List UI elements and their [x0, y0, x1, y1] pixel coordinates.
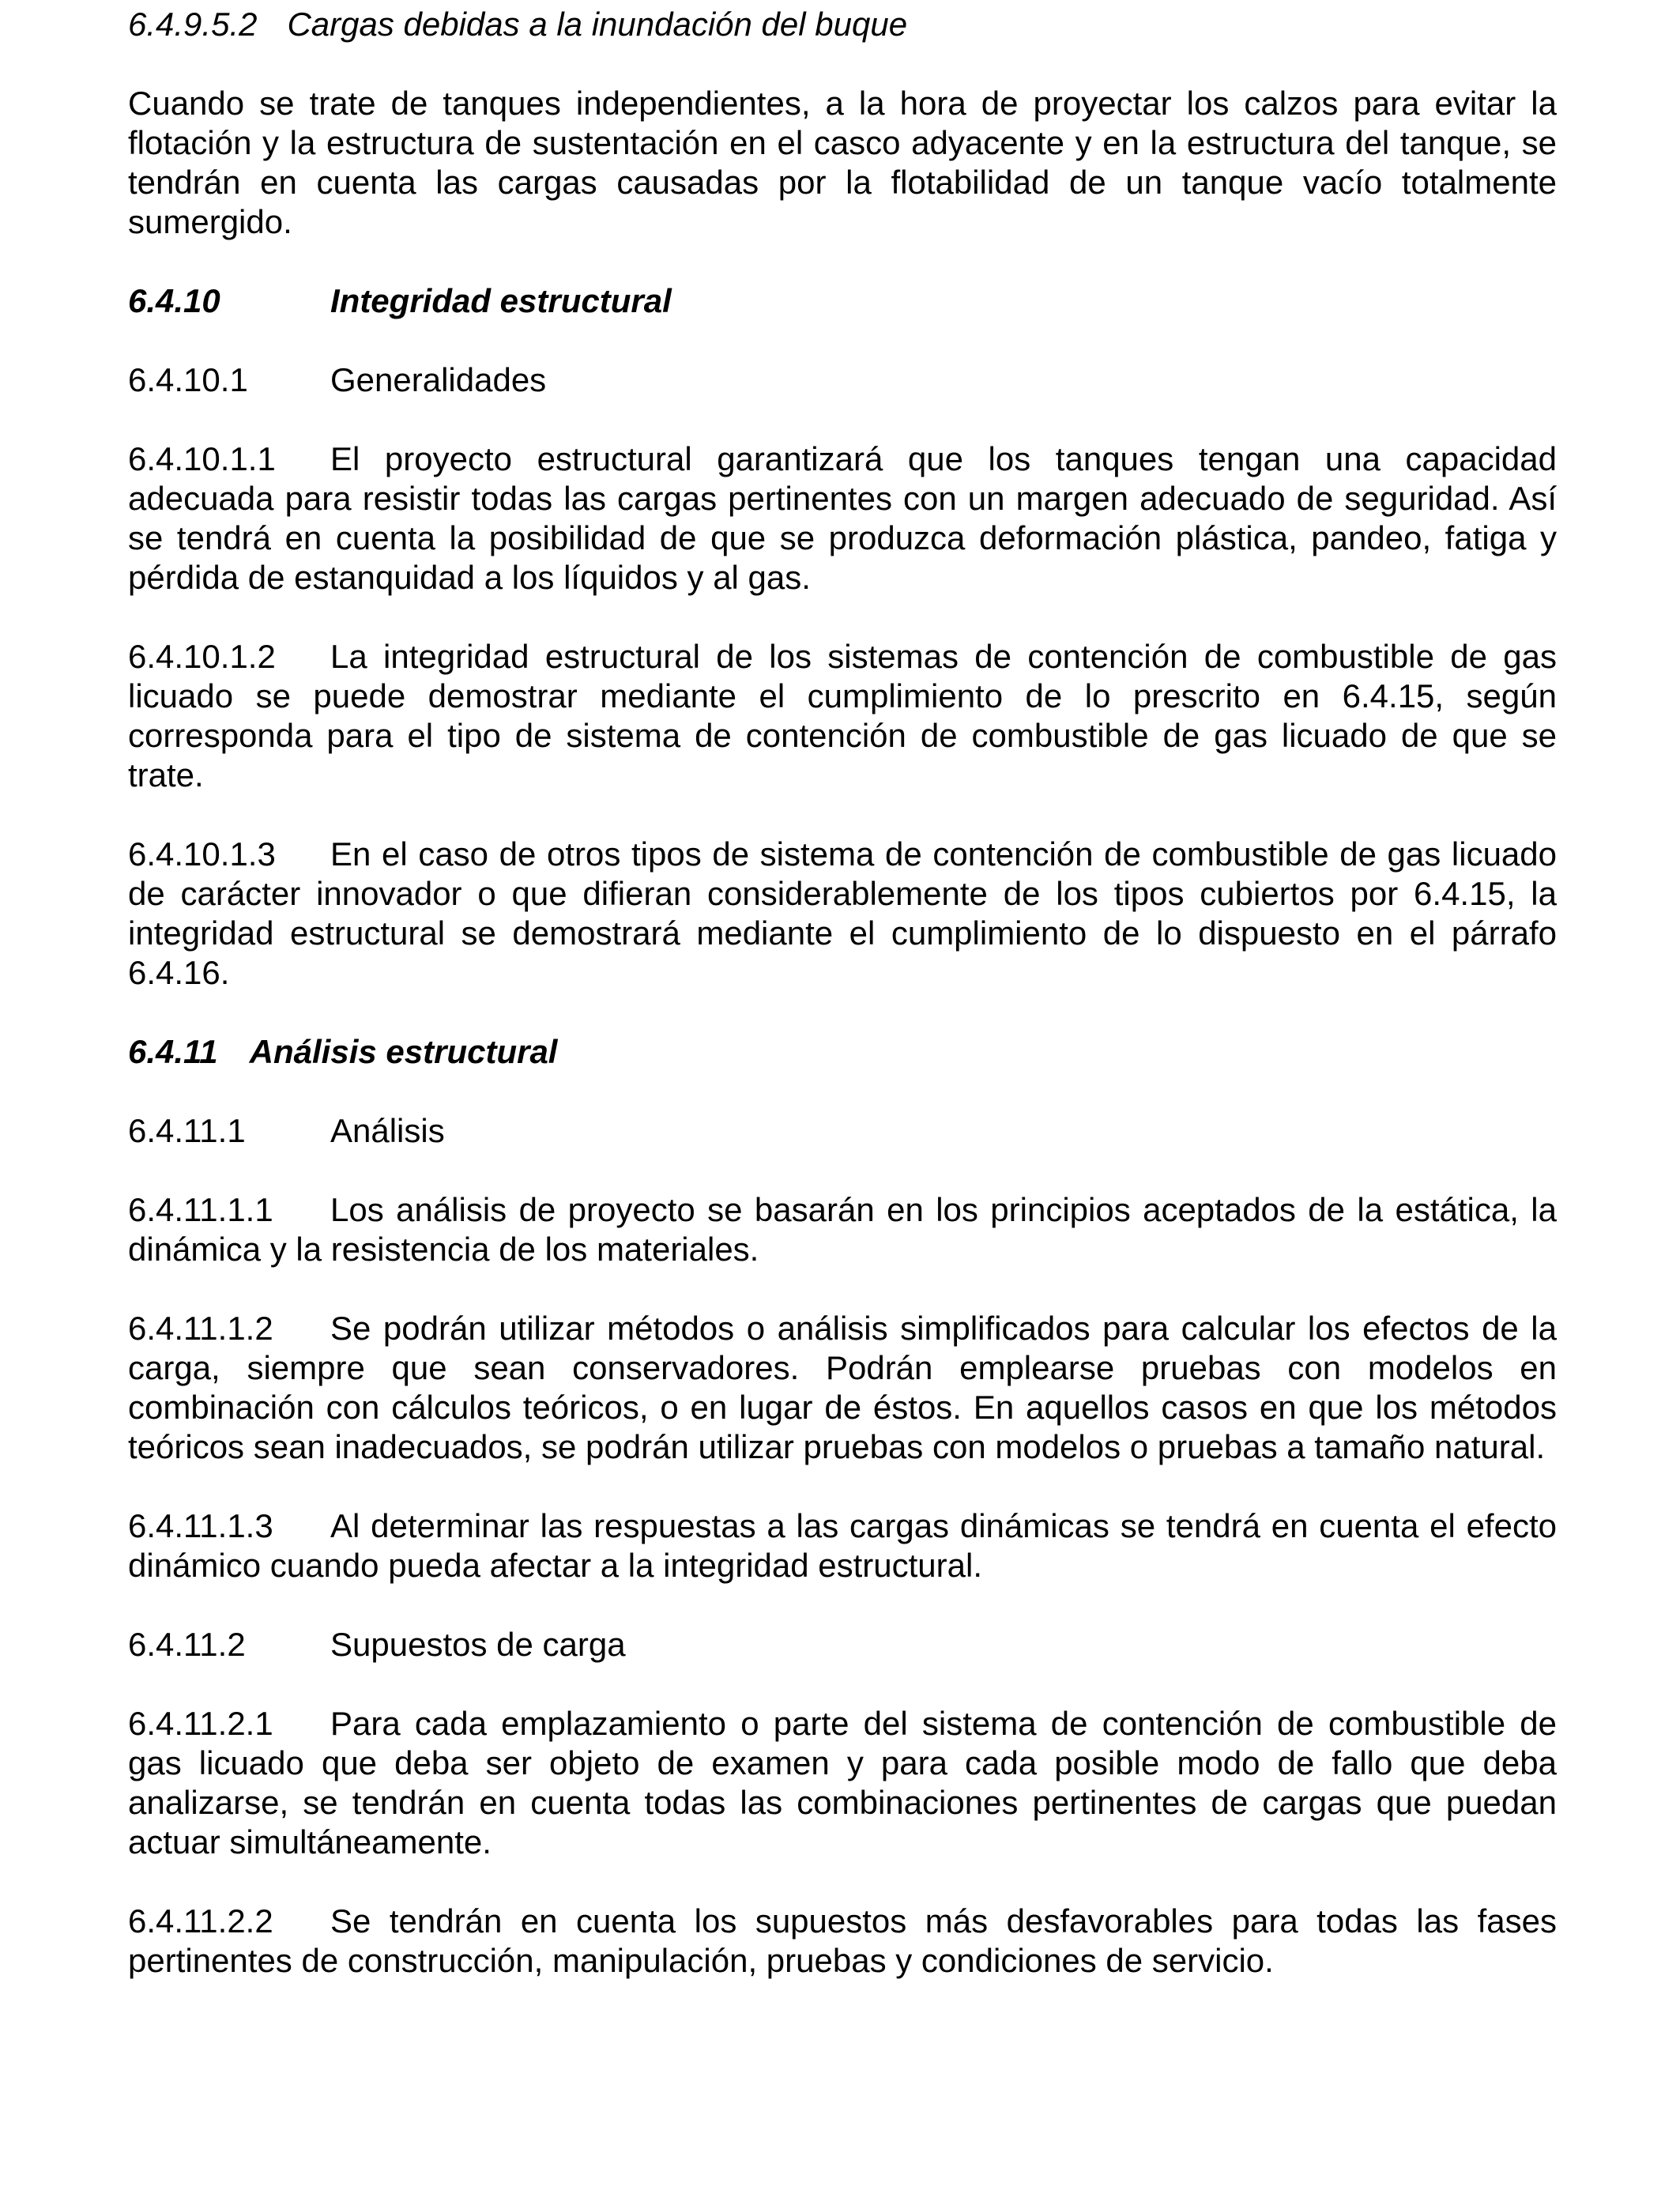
subsection-heading	[128, 1111, 1557, 1151]
paragraph-title: Supuestos de carga	[330, 1626, 626, 1663]
section-title: Integridad estructural	[330, 282, 672, 319]
paragraph-number: 6.4.9.5.2	[128, 6, 258, 43]
paragraph-text: Los análisis de proyecto se basarán en los principios aceptados de la estática, la dinámica y la resistencia de los materiales.	[128, 1191, 1557, 1268]
paragraph-number: 6.4.10.1.1	[128, 440, 276, 477]
paragraph	[128, 439, 1557, 598]
paragraph	[128, 1902, 1557, 1981]
paragraph-title: Análisis	[330, 1112, 445, 1149]
paragraph	[128, 1704, 1557, 1862]
paragraph-number: 6.4.11.1.1	[128, 1191, 273, 1228]
paragraph	[128, 835, 1557, 993]
paragraph: Cuando se trate de tanques independientes, a la hora de proyectar los calzos para evitar la flotación y la estructura de sustentación en el casco adyacente y en la estructura del tanque, se tendrán en cuenta las cargas causadas por la flotabilidad de un tanque vacío totalmente sumergido.	[128, 85, 1557, 240]
paragraph-text: La integridad estructural de los sistemas de contención de combustible de gas licuado se puede demostrar mediante el cumplimiento de lo prescrito en 6.4.15, según corresponda para el tipo de sistema de contención de combustible de gas licuado de que se trate.	[128, 638, 1557, 794]
paragraph-number: 6.4.11.1.3	[128, 1507, 273, 1544]
paragraph-number: 6.4.11.2	[128, 1626, 246, 1663]
paragraph-number: 6.4.10.1.2	[128, 638, 276, 675]
paragraph	[128, 637, 1557, 795]
subsection-heading	[128, 5, 1557, 44]
paragraph-number: 6.4.11.1.2	[128, 1310, 273, 1347]
paragraph-number: 6.4.10.1.3	[128, 835, 276, 873]
paragraph-text: Al determinar las respuestas a las cargas dinámicas se tendrá en cuenta el efecto dinámico cuando pueda afectar a la integridad estructural.	[128, 1507, 1557, 1584]
paragraph-text: En el caso de otros tipos de sistema de contención de combustible de gas licuado de carácter innovador o que difieran considerablemente de los tipos cubiertos por 6.4.15, la integridad estructural se demostrará mediante el cumplimiento de lo dispuesto en el párrafo 6.4.16.	[128, 835, 1557, 991]
section-title: Análisis estructural	[249, 1033, 558, 1070]
paragraph	[128, 1190, 1557, 1269]
paragraph-title: Generalidades	[330, 361, 547, 398]
section-number: 6.4.10	[128, 282, 220, 319]
section-number: 6.4.11	[128, 1033, 218, 1070]
subsection-heading	[128, 1625, 1557, 1664]
section-heading	[128, 281, 1557, 321]
paragraph-text: Para cada emplazamiento o parte del sistema de contención de combustible de gas licuado que deba ser objeto de examen y para cada posible modo de fallo que deba analizarse, se tendrán en cuenta todas las combinaciones pertinentes de cargas que puedan actuar simultáneamente.	[128, 1705, 1557, 1860]
paragraph	[128, 1506, 1557, 1585]
subsection-heading	[128, 360, 1557, 400]
paragraph-text: Se tendrán en cuenta los supuestos más desfavorables para todas las fases pertinentes de construcción, manipulación, pruebas y condiciones de servicio.	[128, 1902, 1557, 1979]
paragraph	[128, 1309, 1557, 1467]
paragraph-text: El proyecto estructural garantizará que los tanques tengan una capacidad adecuada para resistir todas las cargas pertinentes con un margen adecuado de seguridad. Así se tendrá en cuenta la posibilidad de que se produzca deformación plástica, pandeo, fatiga y pérdida de estanquidad a los líquidos y al gas.	[128, 440, 1557, 596]
paragraph-number: 6.4.11.2.1	[128, 1705, 273, 1742]
section-heading	[128, 1032, 1557, 1072]
paragraph-number: 6.4.11.1	[128, 1112, 246, 1149]
paragraph-text: Se podrán utilizar métodos o análisis simplificados para calcular los efectos de la carga, siempre que sean conservadores. Podrán emplearse pruebas con modelos en combinación con cálculos teóricos, o en lugar de éstos. En aquellos casos en que los métodos teóricos sean inadecuados, se podrán utilizar pruebas con modelos o pruebas a tamaño natural.	[128, 1310, 1557, 1465]
paragraph-number: 6.4.11.2.2	[128, 1902, 273, 1940]
paragraph-number: 6.4.10.1	[128, 361, 248, 398]
document-page	[128, 5, 1557, 2020]
paragraph-title: Cargas debidas a la inundación del buque	[287, 6, 908, 43]
